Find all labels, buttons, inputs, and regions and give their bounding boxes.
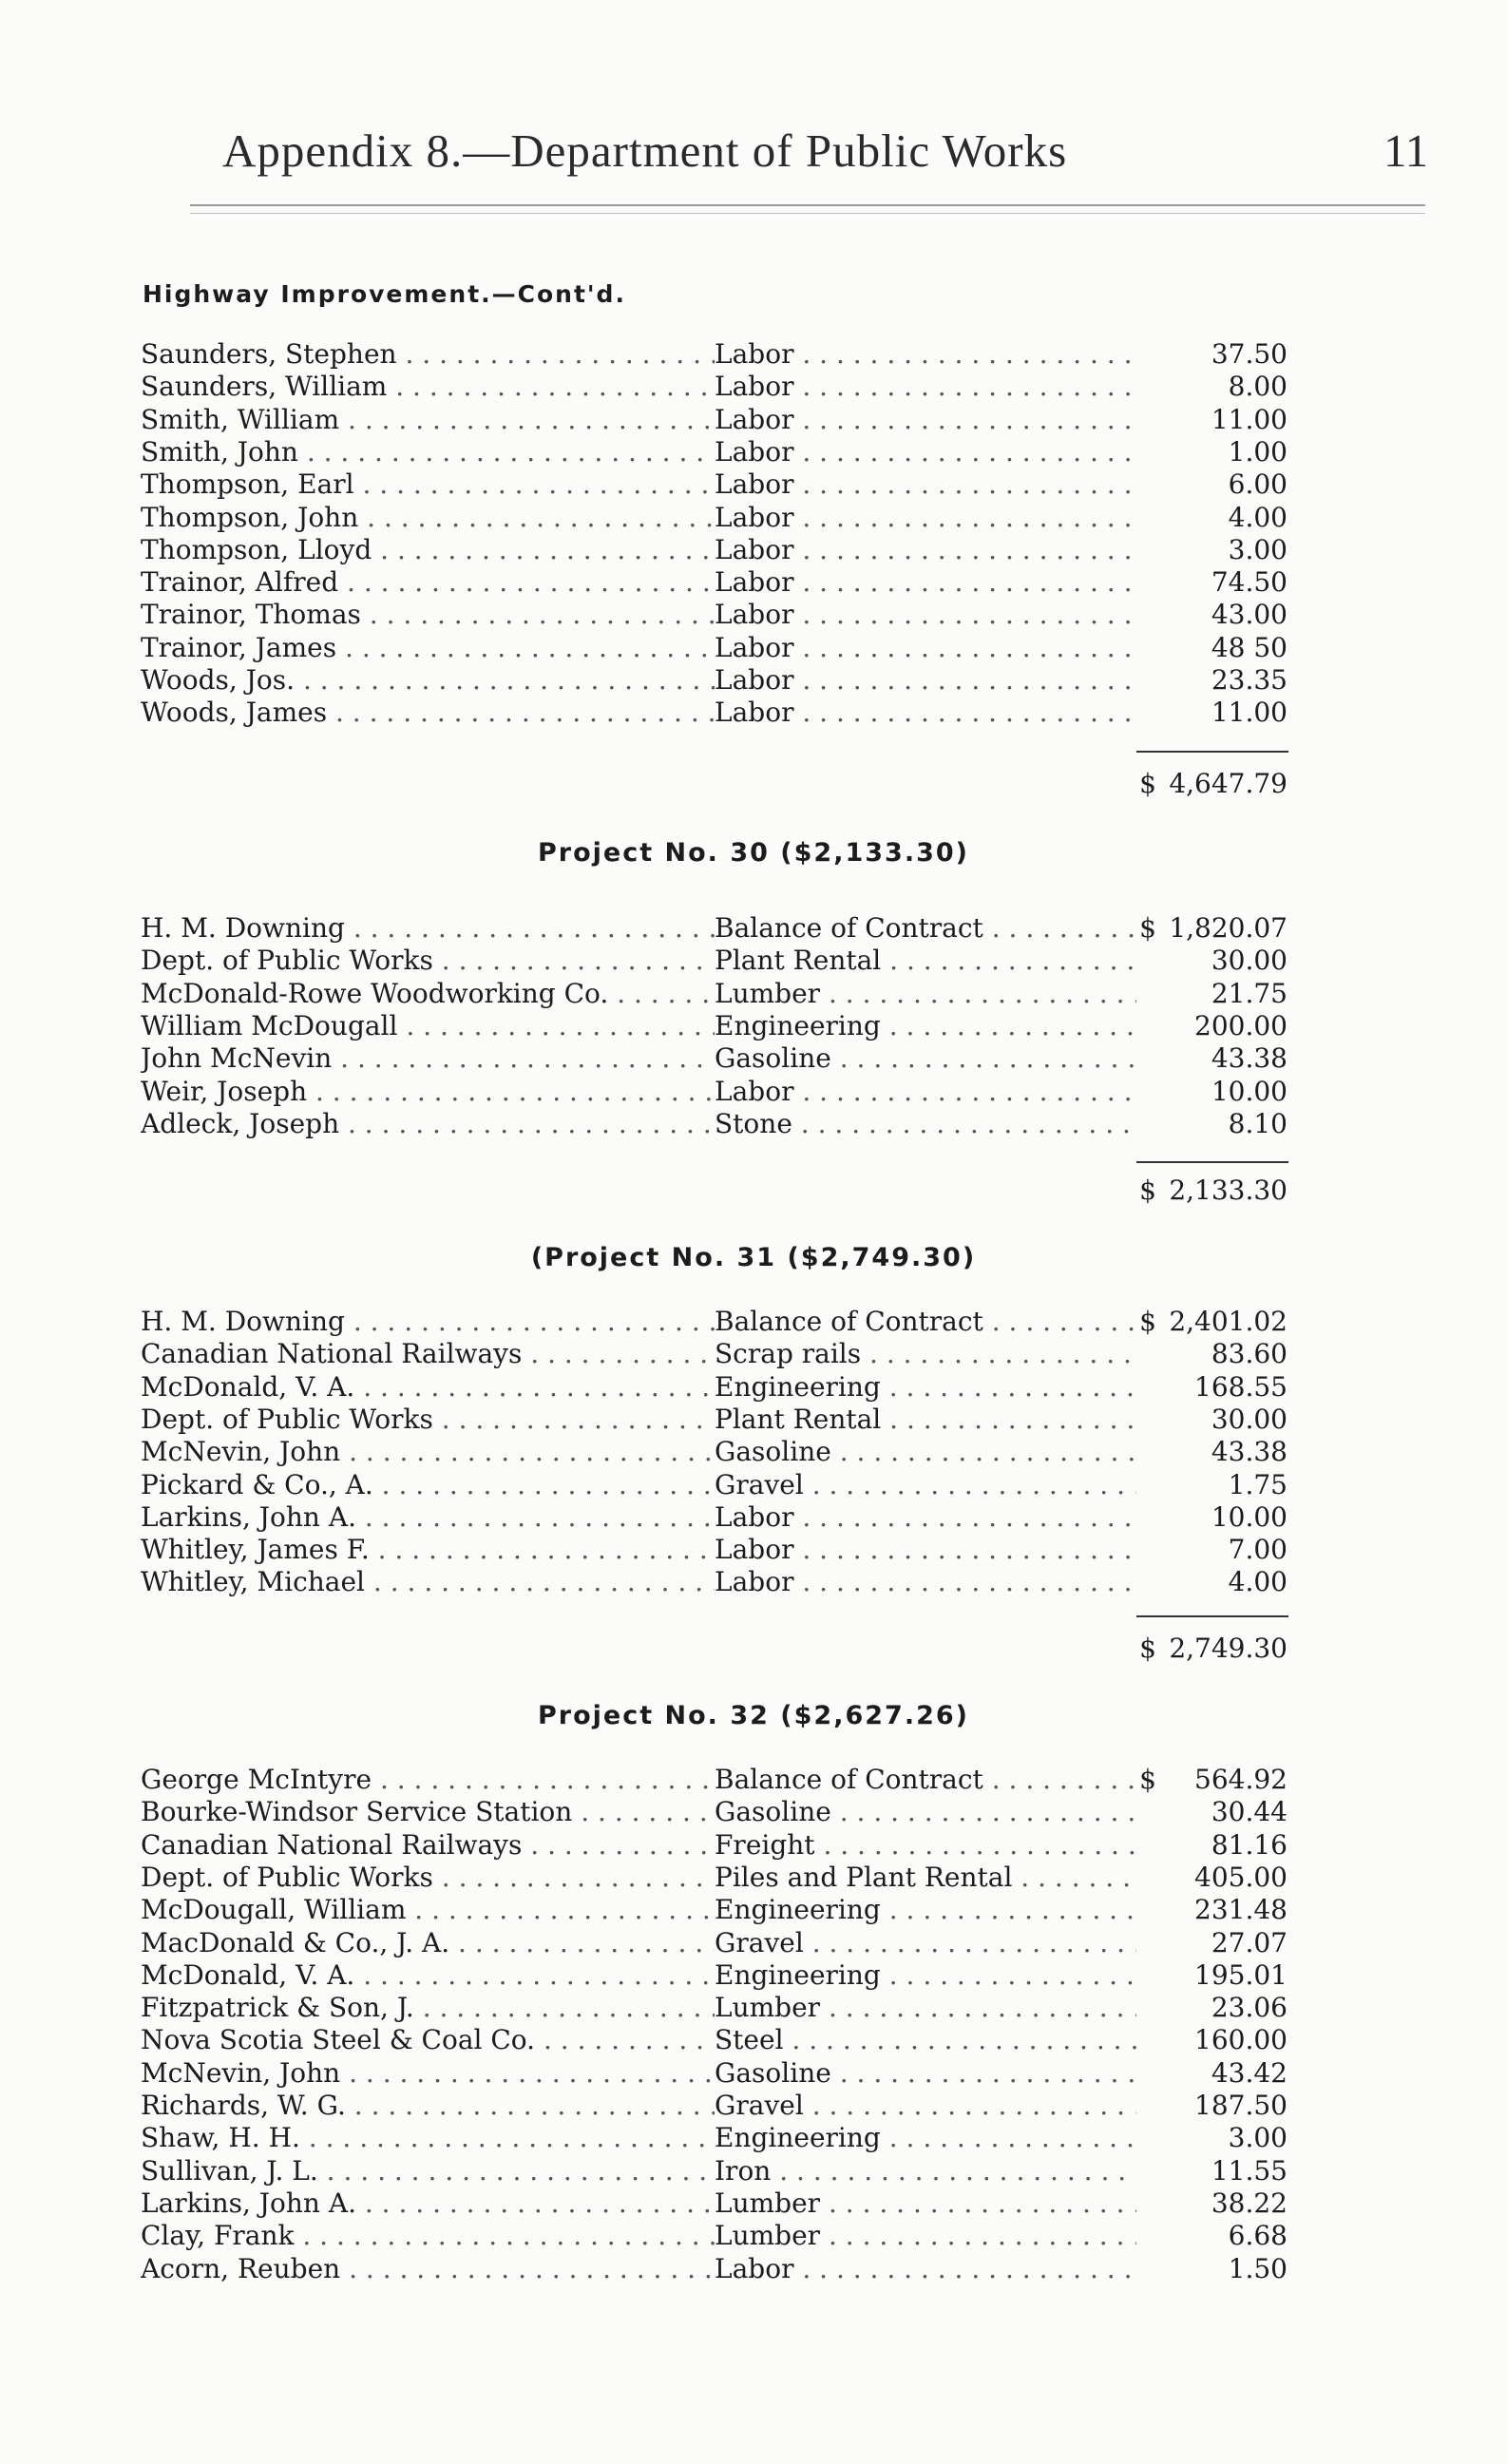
ledger-row [0, 1010, 1507, 1042]
amount: 1.50 [1228, 2252, 1288, 2284]
ledger-row [0, 1076, 1507, 1108]
amount: 231.48 [1194, 1894, 1288, 1926]
expense-description: Labor . . . [715, 566, 1136, 599]
amount: 23.35 [1211, 664, 1288, 696]
ledger-row [0, 371, 1507, 403]
expense-description: Labor . . . [715, 371, 1136, 403]
ledger-row [0, 664, 1507, 697]
header-rule-thin [190, 213, 1425, 214]
amount: 37.50 [1211, 338, 1288, 370]
ledger-row [0, 1338, 1507, 1370]
ledger-row [0, 404, 1507, 436]
expense-description: Engineering . . . [715, 1371, 1136, 1404]
ledger-row [0, 2122, 1507, 2154]
amount: 187.50 [1194, 2090, 1288, 2121]
expense-description: Iron . . . [715, 2155, 1136, 2187]
payee-name: Shaw, H. H. . . . [141, 2122, 715, 2154]
section-total [0, 1633, 1507, 1665]
amount: 3.00 [1228, 533, 1288, 565]
total-amount: 4,647.79 [1169, 768, 1288, 799]
amount: 4.00 [1228, 1566, 1288, 1598]
amount: 3.00 [1228, 2122, 1288, 2154]
amount: 10.00 [1211, 1500, 1288, 1533]
ledger-row [0, 1959, 1507, 1992]
payee-name: Pickard & Co., A. . . . [141, 1469, 715, 1501]
payee-name: Larkins, John A. . . . [141, 1501, 715, 1534]
project-heading: Project No. 30 ($2,133.30) [537, 838, 969, 868]
payee-name: Whitley, James F. . . . [141, 1534, 715, 1566]
ledger-row [0, 1764, 1507, 1796]
project-heading: (Project No. 31 ($2,749.30) [530, 1243, 977, 1272]
expense-description: Lumber . . . [715, 978, 1136, 1010]
expense-description: Scrap rails . . . [715, 1338, 1136, 1370]
ledger-row [0, 436, 1507, 468]
expense-description: Engineering . . . [715, 1959, 1136, 1992]
amount: 23.06 [1211, 1992, 1288, 2024]
expense-description: Gravel . . . [715, 1927, 1136, 1959]
total-amount: 2,749.30 [1169, 1633, 1288, 1664]
payee-name: Weir, Joseph . . . [141, 1076, 715, 1108]
expense-description: Labor . . . [715, 1076, 1136, 1108]
section-subheading: Highway Improvement.—Cont'd. [143, 280, 626, 308]
ledger-row [0, 1829, 1507, 1862]
expense-description: Labor . . . [715, 502, 1136, 534]
ledger-row [0, 1436, 1507, 1468]
amount: 81.16 [1211, 1828, 1288, 1861]
expense-description: Lumber . . . [715, 2187, 1136, 2220]
expense-description: Labor . . . [715, 632, 1136, 664]
amount: 1.00 [1228, 435, 1288, 468]
expense-description: Gasoline . . . [715, 1796, 1136, 1828]
project-heading: Project No. 32 ($2,627.26) [537, 1701, 969, 1730]
ledger-row [0, 945, 1507, 977]
payee-name: H. M. Downing . . . [141, 912, 715, 945]
payee-name: Clay, Frank . . . [141, 2220, 715, 2252]
ledger-row [0, 1862, 1507, 1894]
ledger-row [0, 1042, 1507, 1075]
payee-name: Thompson, Earl . . . [141, 468, 715, 501]
payee-name: George McIntyre . . . [141, 1764, 715, 1796]
payee-name: Whitley, Michael . . . [141, 1566, 715, 1598]
payee-name: Thompson, John . . . [141, 502, 715, 534]
ledger-row [0, 978, 1507, 1010]
payee-name: Bourke-Windsor Service Station . . . [141, 1796, 715, 1828]
dollar-sign: $ [1139, 1306, 1156, 1337]
expense-description: Engineering . . . [715, 1894, 1136, 1926]
payee-name: Nova Scotia Steel & Coal Co. . . . [141, 2024, 715, 2056]
expense-description: Plant Rental . . . [715, 945, 1136, 977]
amount: 1.75 [1228, 1468, 1288, 1500]
payee-name: Smith, John . . . [141, 436, 715, 468]
ledger-row [0, 1306, 1507, 1338]
payee-name: Thompson, Lloyd . . . [141, 534, 715, 566]
ledger-row [0, 2024, 1507, 2056]
expense-description: Balance of Contract . . . [715, 1306, 1136, 1338]
payee-name: Larkins, John A. . . . [141, 2187, 715, 2220]
expense-description: Steel . . . [715, 2024, 1136, 2056]
amount: 43.42 [1211, 2056, 1288, 2089]
ledger-row [0, 1404, 1507, 1436]
payee-name: Trainor, Alfred . . . [141, 566, 715, 599]
amount: 7.00 [1228, 1534, 1288, 1566]
expense-description: Labor . . . [715, 404, 1136, 436]
expense-description: Gasoline . . . [715, 1436, 1136, 1468]
amount: 195.01 [1194, 1958, 1288, 1991]
payee-name: Dept. of Public Works . . . [141, 945, 715, 977]
payee-name: McDougall, William . . . [141, 1894, 715, 1926]
amount: 1,820.07 [1169, 912, 1288, 944]
dollar-sign: $ [1139, 768, 1156, 799]
ledger-row [0, 1927, 1507, 1959]
dollar-sign: $ [1139, 912, 1156, 944]
expense-description: Labor . . . [715, 1534, 1136, 1566]
ledger-row [0, 1371, 1507, 1404]
expense-description: Gravel . . . [715, 2090, 1136, 2122]
ledger-row [0, 599, 1507, 631]
amount: 8.00 [1228, 371, 1288, 403]
expense-description: Lumber . . . [715, 2220, 1136, 2252]
ledger-row [0, 632, 1507, 664]
payee-name: McDonald, V. A. . . . [141, 1371, 715, 1404]
expense-description: Balance of Contract . . . [715, 1764, 1136, 1796]
payee-name: Fitzpatrick & Son, J. . . . [141, 1992, 715, 2024]
payee-name: Saunders, Stephen . . . [141, 338, 715, 371]
payee-name: John McNevin . . . [141, 1042, 715, 1075]
payee-name: Woods, Jos. . . . [141, 664, 715, 697]
expense-description: Labor . . . [715, 338, 1136, 371]
ledger-row [0, 2187, 1507, 2220]
expense-description: Plant Rental . . . [715, 1404, 1136, 1436]
amount: 48 50 [1211, 631, 1288, 663]
payee-name: Acorn, Reuben . . . [141, 2253, 715, 2285]
ledger-row [0, 534, 1507, 566]
ledger-row [0, 1894, 1507, 1926]
dollar-sign: $ [1139, 1175, 1156, 1206]
amount: 200.00 [1194, 1009, 1288, 1041]
expense-description: Labor . . . [715, 534, 1136, 566]
header-rule [190, 204, 1425, 206]
expense-description: Freight . . . [715, 1829, 1136, 1862]
payee-name: Trainor, James . . . [141, 632, 715, 664]
amount: 10.00 [1211, 1075, 1288, 1107]
amount: 43.38 [1211, 1042, 1288, 1075]
payee-name: McNevin, John . . . [141, 1436, 715, 1468]
expense-description: Labor . . . [715, 697, 1136, 729]
expense-description: Labor . . . [715, 1501, 1136, 1534]
payee-name: Sullivan, J. L. . . . [141, 2155, 715, 2187]
page-number: 11 [1383, 124, 1429, 177]
payee-name: McDonald, V. A. . . . [141, 1959, 715, 1992]
amount: 43.00 [1211, 599, 1288, 631]
payee-name: Trainor, Thomas . . . [141, 599, 715, 631]
ledger-row [0, 2220, 1507, 2252]
expense-description: Gravel . . . [715, 1469, 1136, 1501]
ledger-row [0, 1796, 1507, 1828]
amount: 38.22 [1211, 2187, 1288, 2219]
payee-name: Richards, W. G. . . . [141, 2090, 715, 2122]
amount: 83.60 [1211, 1338, 1288, 1370]
amount: 160.00 [1194, 2024, 1288, 2056]
payee-name: Saunders, William . . . [141, 371, 715, 403]
payee-name: Canadian National Railways . . . [141, 1829, 715, 1862]
dollar-sign: $ [1139, 1633, 1156, 1664]
amount: 21.75 [1211, 977, 1288, 1009]
expense-description: Lumber . . . [715, 1992, 1136, 2024]
payee-name: Woods, James . . . [141, 697, 715, 729]
amount: 11.00 [1211, 697, 1288, 729]
section-total [0, 768, 1507, 800]
amount: 168.55 [1194, 1370, 1288, 1403]
expense-description: Engineering . . . [715, 2122, 1136, 2154]
page-header [0, 124, 1507, 200]
payee-name: H. M. Downing . . . [141, 1306, 715, 1338]
total-rule [1136, 751, 1288, 753]
ledger-row [0, 468, 1507, 501]
ledger-row [0, 912, 1507, 945]
ledger-row [0, 1469, 1507, 1501]
payee-name: Dept. of Public Works . . . [141, 1404, 715, 1436]
payee-name: Canadian National Railways . . . [141, 1338, 715, 1370]
ledger-row [0, 1534, 1507, 1566]
expense-description: Balance of Contract . . . [715, 912, 1136, 945]
amount: 564.92 [1194, 1764, 1288, 1795]
amount: 4.00 [1228, 501, 1288, 533]
amount: 6.00 [1228, 468, 1288, 501]
amount: 74.50 [1211, 566, 1288, 599]
payee-name: Dept. of Public Works . . . [141, 1862, 715, 1894]
ledger-row [0, 1108, 1507, 1140]
ledger-row [0, 566, 1507, 599]
amount: 11.55 [1211, 2154, 1288, 2187]
payee-name: William McDougall . . . [141, 1010, 715, 1042]
amount: 6.68 [1228, 2220, 1288, 2252]
ledger-row [0, 2253, 1507, 2285]
payee-name: Adleck, Joseph . . . [141, 1108, 715, 1140]
dollar-sign: $ [1139, 1764, 1156, 1795]
expense-description: Stone . . . [715, 1108, 1136, 1140]
expense-description: Labor . . . [715, 468, 1136, 501]
payee-name: MacDonald & Co., J. A. . . . [141, 1927, 715, 1959]
expense-description: Labor . . . [715, 599, 1136, 631]
ledger-row [0, 502, 1507, 534]
amount: 405.00 [1194, 1861, 1288, 1893]
section-total [0, 1175, 1507, 1207]
payee-name: Smith, William . . . [141, 404, 715, 436]
payee-name: McNevin, John . . . [141, 2057, 715, 2090]
amount: 30.44 [1211, 1796, 1288, 1828]
ledger-row [0, 2155, 1507, 2187]
ledger-row [0, 2090, 1507, 2122]
expense-description: Gasoline . . . [715, 2057, 1136, 2090]
expense-description: Piles and Plant Rental . . . [715, 1862, 1136, 1894]
ledger-row [0, 1501, 1507, 1534]
expense-description: Gasoline . . . [715, 1042, 1136, 1075]
expense-description: Labor . . . [715, 664, 1136, 697]
amount: 30.00 [1211, 945, 1288, 977]
payee-name: McDonald-Rowe Woodworking Co. . . . [141, 978, 715, 1010]
ledger-row [0, 2057, 1507, 2090]
total-rule [1136, 1161, 1288, 1163]
expense-description: Labor . . . [715, 436, 1136, 468]
amount: 8.10 [1228, 1107, 1288, 1139]
page-title: Appendix 8.—Department of Public Works [222, 124, 1068, 177]
ledger-row [0, 1992, 1507, 2024]
expense-description: Engineering . . . [715, 1010, 1136, 1042]
expense-description: Labor . . . [715, 1566, 1136, 1598]
total-amount: 2,133.30 [1169, 1175, 1288, 1206]
ledger-row [0, 697, 1507, 729]
amount: 11.00 [1211, 403, 1288, 435]
amount: 27.07 [1211, 1926, 1288, 1958]
amount: 43.38 [1211, 1436, 1288, 1468]
amount: 2,401.02 [1169, 1306, 1288, 1337]
ledger-row [0, 1566, 1507, 1598]
amount: 30.00 [1211, 1403, 1288, 1435]
ledger-row [0, 338, 1507, 371]
expense-description: Labor . . . [715, 2253, 1136, 2285]
total-rule [1136, 1615, 1288, 1617]
